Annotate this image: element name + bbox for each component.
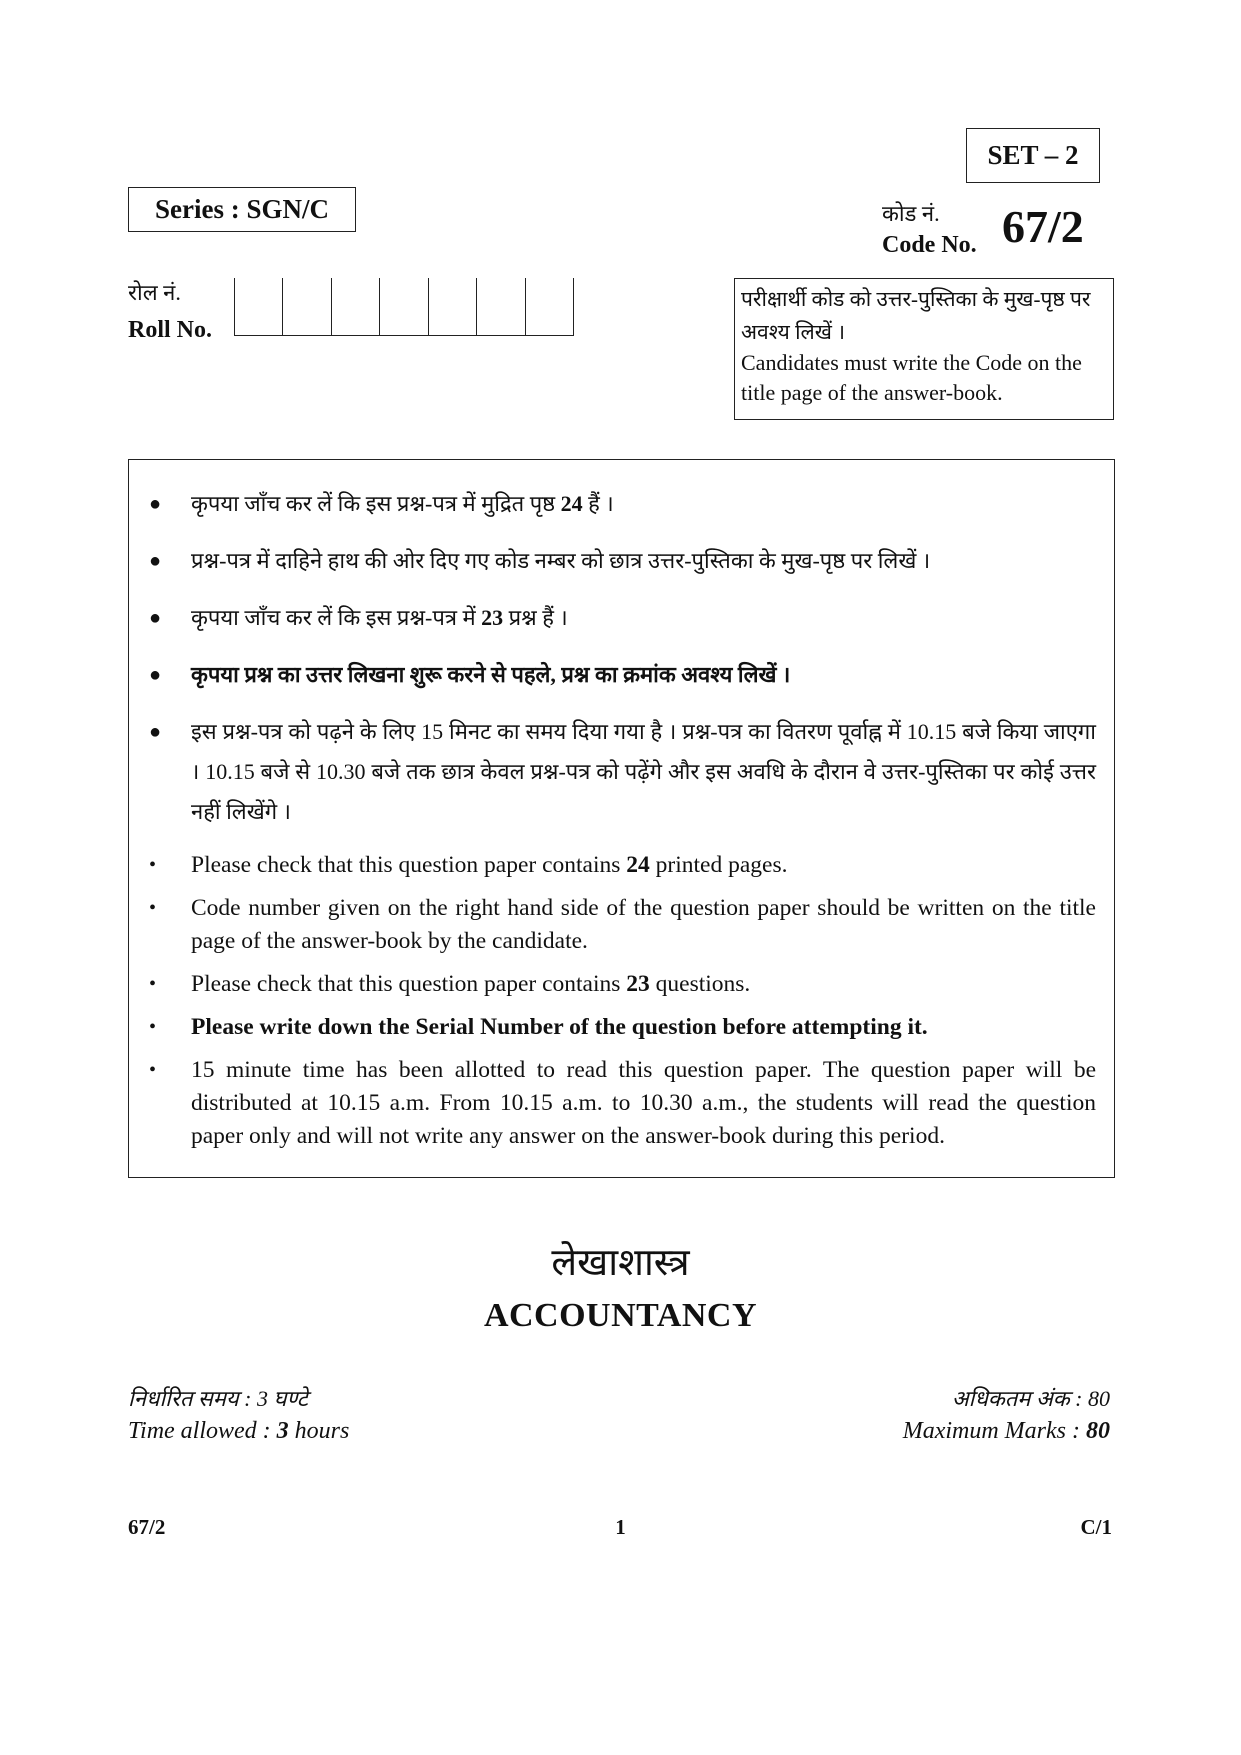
instruction-hi-1: ● कृपया जाँच कर लें कि इस प्रश्न-पत्र में मुद्रित पृष्ठ 24 हैं । (147, 484, 1096, 524)
instruction-hi-5: ● इस प्रश्न-पत्र को पढ़ने के लिए 15 मिनट का समय दिया गया है । प्रश्न-पत्र का वितरण पूर्वाह्न में 10.15 बजे किया जाएगा । 10.15 बजे से 10.30 बजे तक छात्र केवल प्रश्न-पत्र को पढ़ेंगे और इस अवधि के दौरान वे उत्तर-पुस्तिका पर कोई उत्तर नहीं लिखेंगे । (147, 712, 1096, 832)
roll-digit-box[interactable] (332, 278, 380, 335)
candidate-note-box (734, 278, 1114, 420)
instructions-box (128, 459, 1115, 1178)
time-allowed-hindi: निर्धारित समय : 3 घण्टे (128, 1386, 308, 1411)
instruction-en-2: • Code number given on the right hand side of the question paper should be written on the title page of the answer-book by the candidate. (147, 892, 1096, 958)
footer-code: 67/2 (128, 1515, 166, 1539)
max-marks-english: Maximum Marks : 80 (902, 1418, 1110, 1444)
series-label: Series : SGN/C (128, 187, 356, 232)
roll-digit-box[interactable] (380, 278, 428, 335)
instruction-hi-2: ● प्रश्न-पत्र में दाहिने हाथ की ओर दिए गए कोड नम्बर को छात्र उत्तर-पुस्तिका के मुख-पृष्ठ पर लिखें । (147, 541, 1096, 581)
instruction-hi-4: ● कृपया प्रश्न का उत्तर लिखना शुरू करने से पहले, प्रश्न का क्रमांक अवश्य लिखें । (147, 655, 1096, 695)
bullet-icon: • (149, 1016, 157, 1038)
bullet-icon: ● (149, 721, 162, 743)
bullet-icon: • (149, 1059, 157, 1081)
candidate-note-hindi: परीक्षार्थी कोड को उत्तर-पुस्तिका के मुख-पृष्ठ पर अवश्य लिखें । (741, 287, 1091, 344)
bullet-icon: • (149, 854, 157, 876)
candidate-note-english: Candidates must write the Code on the title page of the answer-book. (741, 350, 1082, 405)
bullet-icon: ● (149, 493, 162, 515)
bullet-icon: • (149, 897, 157, 919)
footer-copy-code: C/1 (1080, 1515, 1112, 1539)
page-number: 1 (615, 1515, 626, 1539)
instruction-en-1: • Please check that this question paper contains 24 printed pages. (147, 849, 1096, 882)
time-allowed-english: Time allowed : 3 hours (128, 1418, 350, 1444)
instruction-en-4: • Please write down the Serial Number of the question before attempting it. (147, 1011, 1096, 1044)
set-label: SET – 2 (966, 128, 1100, 183)
bullet-icon: ● (149, 607, 162, 629)
code-label-hindi: कोड नं. (882, 201, 940, 226)
instruction-en-5: • 15 minute time has been allotted to read this question paper. The question paper will be distributed at 10.15 a.m. From 10.15 a.m. to 10.30 a.m., the students will read the question paper only and will not write any answer on the answer-book during this period. (147, 1054, 1096, 1153)
instruction-en-3: • Please check that this question paper contains 23 questions. (147, 968, 1096, 1001)
roll-digit-box[interactable] (429, 278, 477, 335)
roll-label-hindi: रोल नं. (128, 280, 181, 305)
subject-title-english: ACCOUNTANCY (483, 1297, 758, 1334)
roll-digit-box[interactable] (235, 278, 283, 335)
roll-digit-box[interactable] (526, 278, 573, 335)
code-number: 67/2 (1002, 201, 1084, 252)
bullet-icon: ● (149, 550, 162, 572)
max-marks-hindi: अधिकतम अंक : 80 (951, 1386, 1110, 1411)
bullet-icon: • (149, 973, 157, 995)
roll-digit-box[interactable] (283, 278, 331, 335)
roll-number-boxes[interactable] (234, 278, 574, 336)
roll-digit-box[interactable] (477, 278, 525, 335)
bullet-icon: ● (149, 664, 162, 686)
roll-label-english: Roll No. (128, 317, 212, 343)
subject-title-hindi: लेखाशास्त्र (551, 1242, 690, 1284)
code-label-english: Code No. (882, 232, 977, 258)
instruction-hi-3: ● कृपया जाँच कर लें कि इस प्रश्न-पत्र में 23 प्रश्न हैं । (147, 598, 1096, 638)
